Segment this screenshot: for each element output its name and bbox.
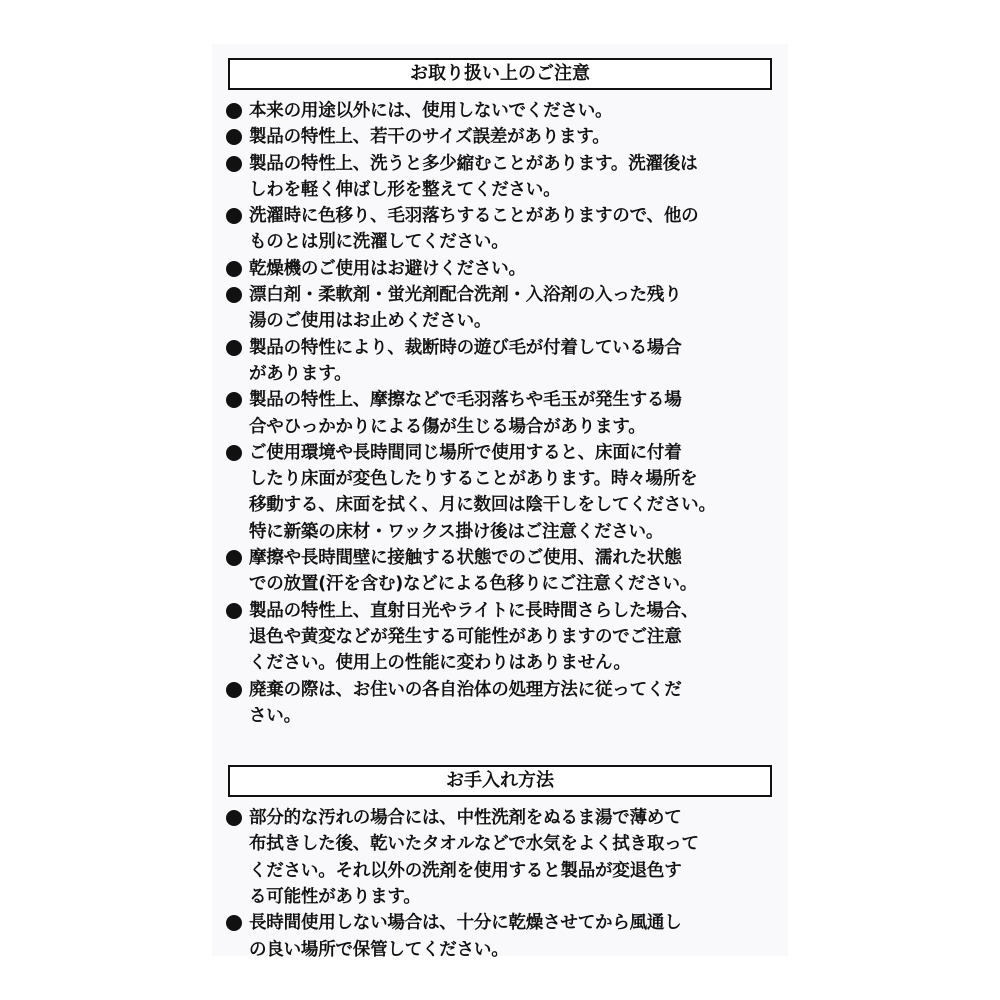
caution-item-text: 製品の特性上、直射日光やライトに長時間さらした場合、 退色や黄変などが発生する可能性がありますのでご注意 ください。使用上の性能に変わりはありません。 [249, 600, 699, 674]
caution-item-8 [224, 387, 776, 440]
bullet-icon [226, 208, 242, 224]
caution-item-text: 製品の特性により、裁断時の遊び毛が付着している場合 があります。 [249, 337, 682, 384]
caution-list [224, 98, 776, 729]
bullet-icon [226, 392, 242, 408]
caution-item-text: 製品の特性上、洗うと多少縮むことがあります。洗濯後は しわを軽く伸ばし形を整えてください。 [249, 153, 698, 200]
bullet-icon [226, 550, 242, 566]
caution-item-text: 本来の用途以外には、使用しないでください。 [249, 101, 613, 121]
bullet-icon [226, 156, 242, 172]
care-item-1 [224, 805, 776, 910]
care-item-text: 長時間使用しない場合は、十分に乾燥させてから風通し の良い場所で保管してください。 [249, 913, 682, 960]
caution-item-6 [224, 282, 776, 335]
care-list [224, 805, 776, 963]
caution-item-3 [224, 151, 776, 204]
section-spacer [224, 729, 776, 765]
caution-item-10 [224, 545, 776, 598]
caution-item-text: 乾燥機のご使用はお避けください。 [249, 258, 526, 279]
bullet-icon [226, 445, 242, 461]
caution-item-text: 摩擦や長時間壁に接触する状態でのご使用、濡れた状態 での放置(汗を含む)などによる色移りにご注意ください。 [249, 548, 698, 595]
care-label-card [212, 44, 788, 960]
bullet-icon [226, 287, 242, 303]
care-item-2 [224, 910, 776, 963]
caution-item-text: 漂白剤・柔軟剤・蛍光剤配合洗剤・入浴剤の入った残り 湯のご使用はお止めください。 [249, 285, 682, 332]
bullet-icon [226, 915, 242, 931]
caution-item-text: 洗濯時に色移り、毛羽落ちすることがありますので、他の ものとは別に洗濯してください。 [249, 206, 699, 253]
bullet-icon [226, 340, 242, 356]
caution-section-title: お取り扱い上のご注意 [228, 58, 772, 90]
caution-item-text: 廃棄の際は、お住いの各自治体の処理方法に従ってくだ さい。 [249, 679, 682, 726]
caution-item-5 [224, 256, 776, 282]
bullet-icon [226, 129, 242, 145]
caution-item-text: ご使用環境や長時間同じ場所で使用すると、床面に付着 したり床面が変色したりすることがあります。時々場所を 移動する、床面を拭く、月に数回は陰干しをしてください。 特に新築の床材・ワックス掛け後はご注意ください。 [249, 442, 716, 542]
caution-item-4 [224, 203, 776, 256]
caution-item-text: 製品の特性上、摩擦などで毛羽落ちや毛玉が発生する場 合やひっかかりによる傷が生じる場合があります。 [249, 390, 682, 437]
care-section-title: お手入れ方法 [228, 765, 772, 797]
caution-item-7 [224, 335, 776, 388]
caution-item-1 [224, 98, 776, 124]
bullet-icon [226, 682, 242, 698]
bullet-icon [226, 810, 242, 826]
care-item-text: 部分的な汚れの場合には、中性洗剤をぬるま湯で薄めて 布拭きした後、乾いたタオルなどで水気をよく拭き取って ください。それ以外の洗剤を使用すると製品が変退色す る可能性があります。 [249, 808, 699, 908]
caution-item-11 [224, 598, 776, 677]
caution-item-12 [224, 677, 776, 730]
bullet-icon [226, 103, 242, 119]
caution-item-2 [224, 124, 776, 150]
caution-item-9 [224, 440, 776, 545]
bullet-icon [226, 603, 242, 619]
caution-item-text: 製品の特性上、若干のサイズ誤差があります。 [249, 127, 610, 148]
bullet-icon [226, 261, 242, 277]
